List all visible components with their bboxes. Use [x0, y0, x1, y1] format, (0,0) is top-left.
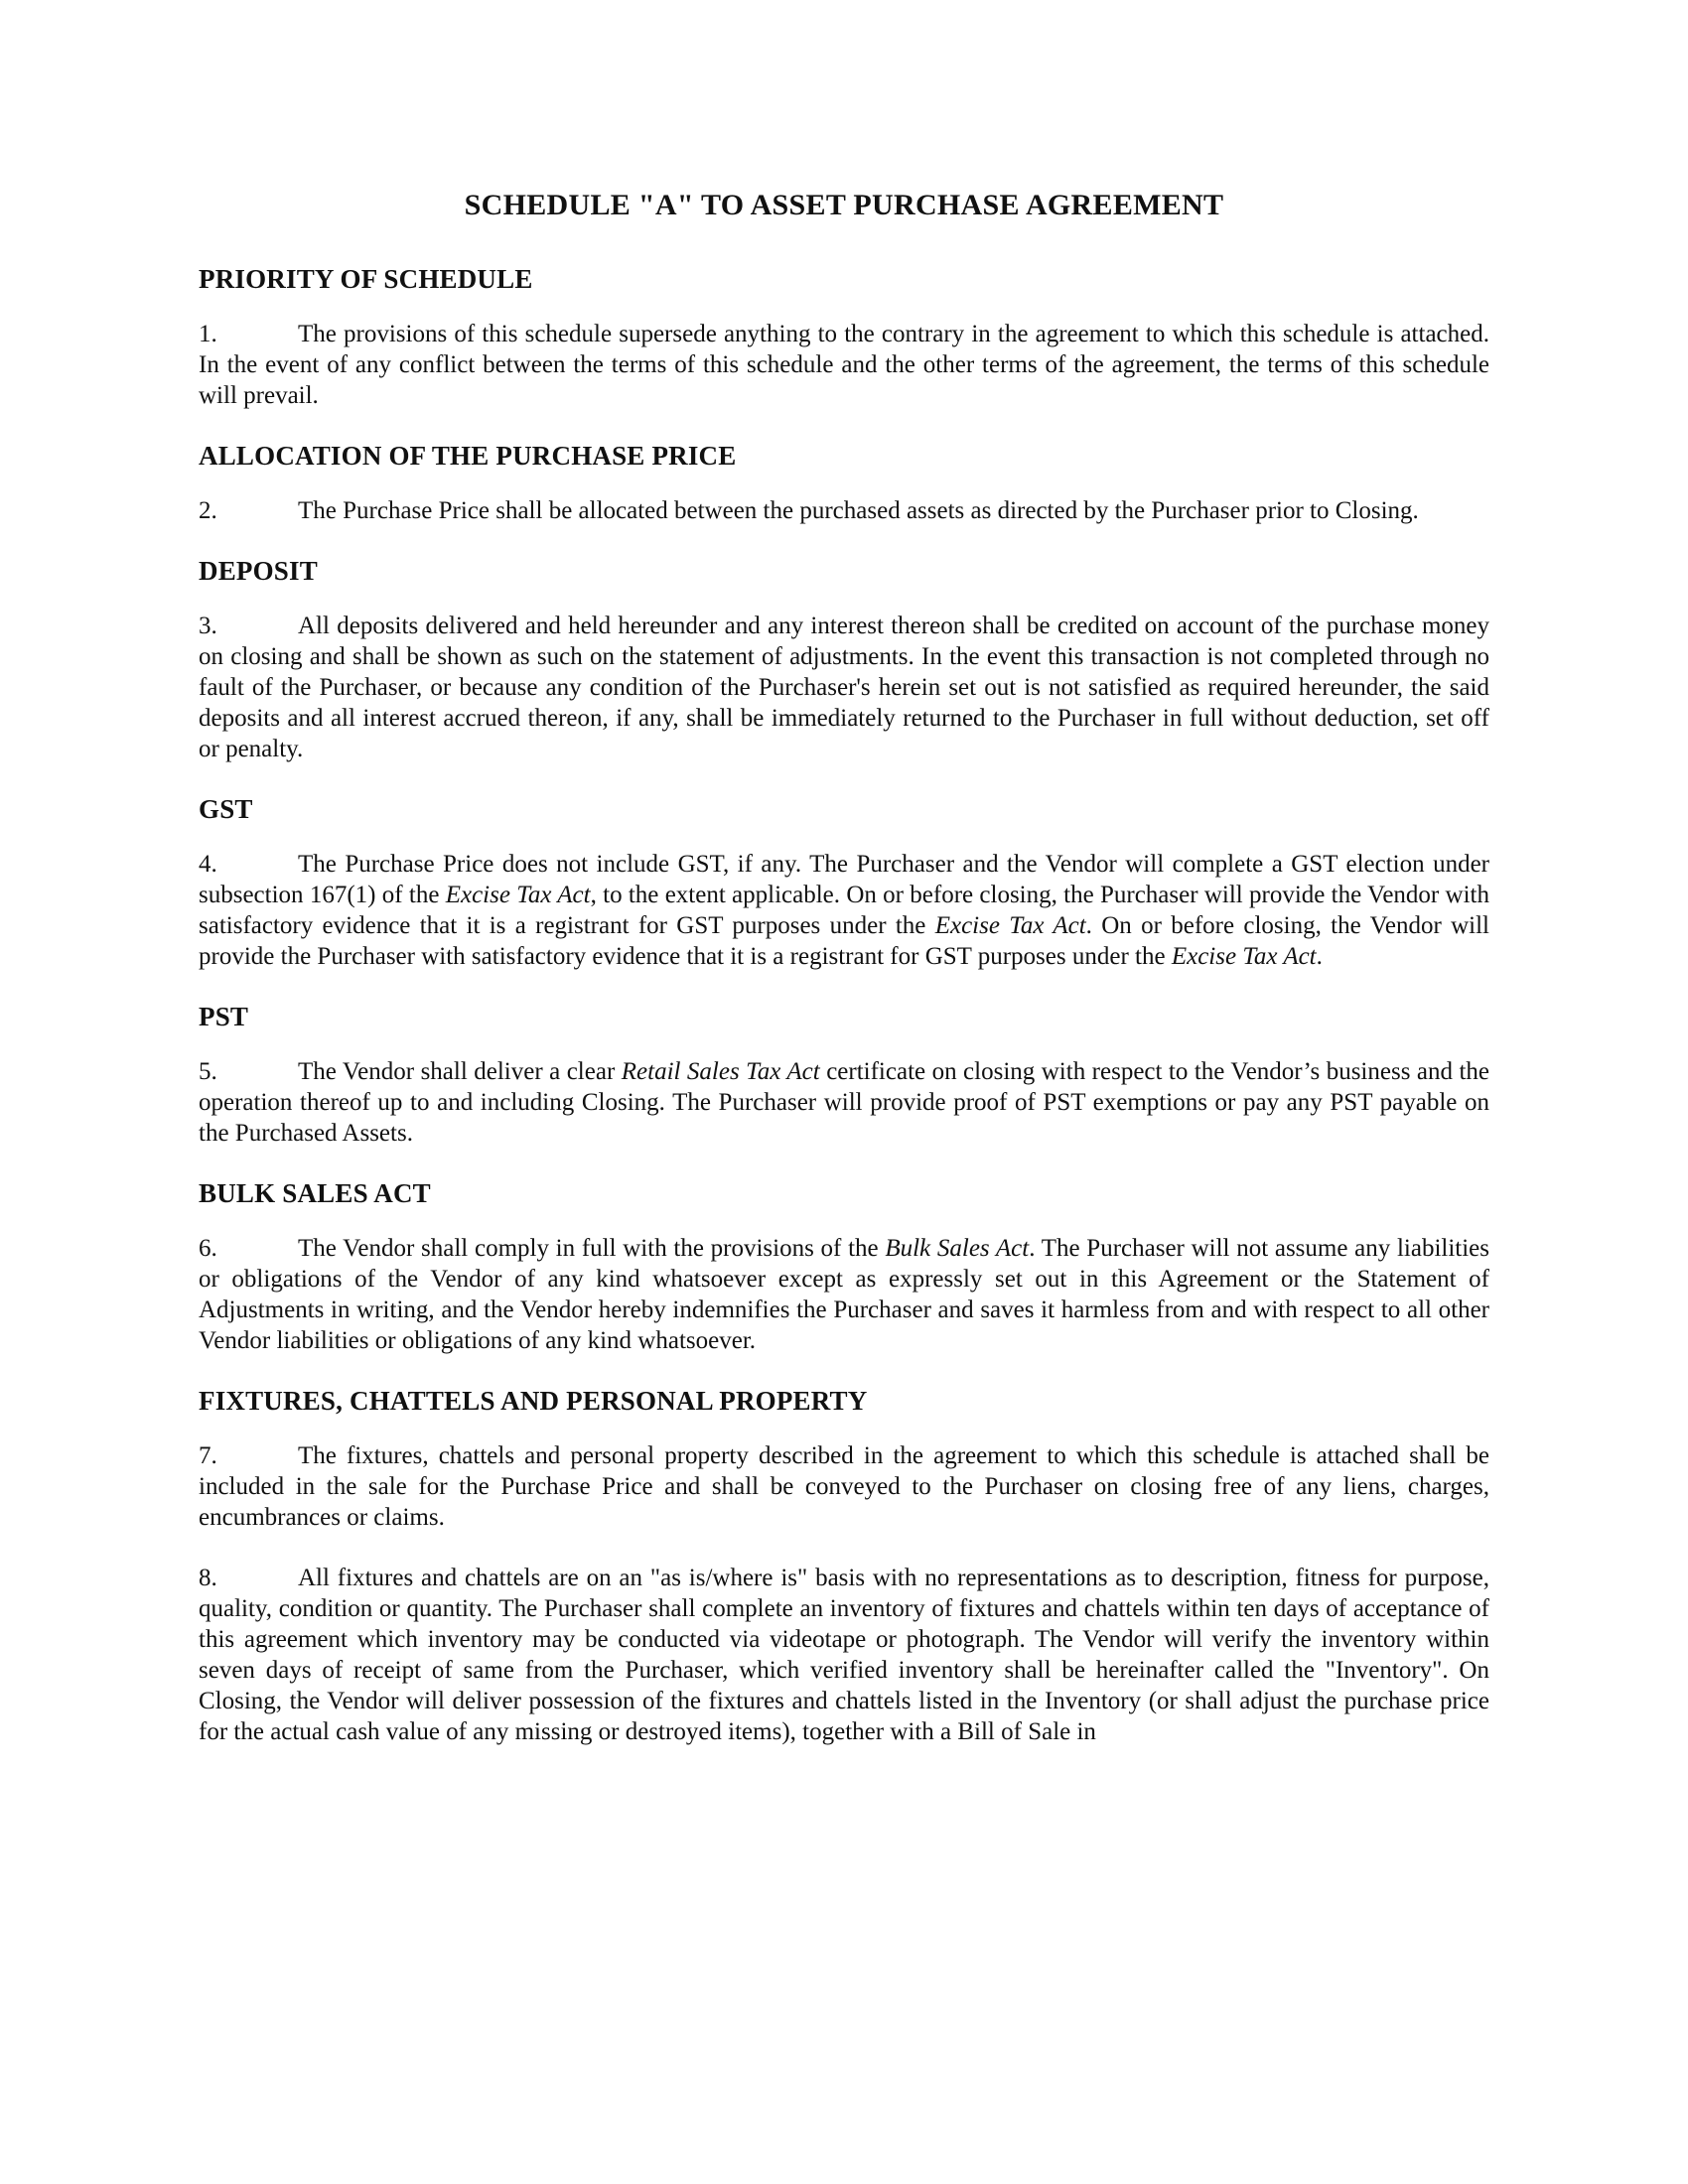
statute-name: Excise Tax Act: [445, 882, 591, 908]
paragraph-text: The Purchase Price does not include GST, if any. The Purchaser and the Vendor will complete a GST election under subsection 167(1) of the: [199, 851, 1489, 908]
paragraph-number: 6.: [199, 1235, 217, 1262]
paragraph-text: . The Purchaser will not assume any liabilities or obligations of the Vendor of any kind whatsoever except as expressly set out in this Agreement or the Statement of Adjustments in writing, and the Vendor hereby indemnifies the Purchaser and saves it harmless from and with respect to all other Vendor liabilities or obligations of any kind whatsoever.: [199, 1235, 1489, 1354]
document-title: SCHEDULE "A" TO ASSET PURCHASE AGREEMENT: [464, 189, 1224, 221]
document-page: [199, 189, 1489, 1747]
section-heading: DEPOSIT: [199, 556, 318, 586]
paragraph-6: [199, 1233, 1489, 1356]
section-deposit: [199, 556, 1489, 764]
paragraph-number: 2.: [199, 497, 217, 524]
section-heading: ALLOCATION OF THE PURCHASE PRICE: [199, 441, 737, 471]
paragraph-8: [199, 1563, 1489, 1747]
section-allocation-of-purchase-price: [199, 441, 1489, 526]
paragraph-text: The provisions of this schedule supersede anything to the contrary in the agreement to which this schedule is attached. In the event of any conflict between the terms of this schedule and the other terms of the agreement, the terms of this schedule will prevail.: [199, 321, 1489, 409]
paragraph-text: The Vendor shall comply in full with the provisions of the: [298, 1235, 886, 1262]
section-heading: PST: [199, 1002, 249, 1031]
section-priority-of-schedule: [199, 264, 1489, 411]
paragraph-5: [199, 1056, 1489, 1149]
paragraph-text: .: [1316, 943, 1323, 970]
paragraph-text: certificate on closing with respect to the Vendor’s business and the operation thereof up to and including Closing. The Purchaser will provide proof of PST exemptions or pay any PST payable on the Purchased Assets.: [199, 1058, 1490, 1147]
section-gst: [199, 794, 1489, 972]
paragraph-text: All deposits delivered and held hereunder and any interest thereon shall be credited on account of the purchase money on closing and shall be shown as such on the statement of adjustments. In the event this transaction is not completed through no fault of the Purchaser, or because any condition of the Purchaser's herein set out is not satisfied as required hereunder, the said deposits and all interest accrued thereon, if any, shall be immediately returned to the Purchaser in full without deduction, set off or penalty.: [199, 613, 1489, 762]
paragraph-text: The fixtures, chattels and personal property described in the agreement to which this schedule is attached shall be included in the sale for the Purchase Price and shall be conveyed to the Purchaser on closing free of any liens, charges, encumbrances or claims.: [199, 1442, 1489, 1531]
paragraph-text: , to the extent applicable. On or before closing, the Purchaser will provide the Vendor with satisfactory evidence that it is a registrant for GST purposes under the: [199, 882, 1489, 939]
paragraph-number: 3.: [199, 613, 217, 639]
section-heading: GST: [199, 794, 253, 824]
section-bulk-sales-act: [199, 1178, 1489, 1356]
paragraph-2: [199, 495, 1489, 526]
statute-name: Excise Tax Act: [1171, 943, 1317, 970]
paragraph-4: [199, 849, 1489, 972]
paragraph-text: All fixtures and chattels are on an "as is/where is" basis with no representations as to description, fitness for purpose, quality, condition or quantity. The Purchaser shall complete an inventory of fixtures and chattels within ten days of acceptance of this agreement which inventory may be conducted via videotape or photograph. The Vendor will verify the inventory within seven days of receipt of same from the Purchaser, which verified inventory shall be hereinafter called the "Inventory". On Closing, the Vendor will deliver possession of the fixtures and chattels listed in the Inventory (or shall adjust the purchase price for the actual cash value of any missing or destroyed items), together with a Bill of Sale in: [199, 1565, 1489, 1745]
statute-name: Excise Tax Act: [934, 912, 1086, 939]
section-heading: BULK SALES ACT: [199, 1178, 431, 1208]
paragraph-number: 4.: [199, 851, 217, 878]
section-heading: PRIORITY OF SCHEDULE: [199, 264, 533, 294]
paragraph-text: The Vendor shall deliver a clear: [298, 1058, 622, 1085]
section-pst: [199, 1002, 1489, 1149]
statute-name: Bulk Sales Act: [885, 1235, 1030, 1262]
paragraph-text: The Purchase Price shall be allocated between the purchased assets as directed by the Purchaser prior to Closing.: [298, 497, 1419, 524]
section-heading: FIXTURES, CHATTELS AND PERSONAL PROPERTY: [199, 1386, 868, 1416]
statute-name: Retail Sales Tax Act: [621, 1058, 820, 1085]
paragraph-text: . On or before closing, the Vendor will provide the Purchaser with satisfactory evidence that it is a registrant for GST purposes under the: [199, 912, 1489, 970]
paragraph-3: [199, 611, 1489, 764]
paragraph-number: 8.: [199, 1565, 217, 1591]
section-fixtures-chattels: [199, 1386, 1489, 1747]
paragraph-number: 1.: [199, 321, 217, 347]
paragraph-7: [199, 1440, 1489, 1533]
paragraph-1: [199, 319, 1489, 411]
paragraph-number: 7.: [199, 1442, 217, 1469]
paragraph-number: 5.: [199, 1058, 217, 1085]
